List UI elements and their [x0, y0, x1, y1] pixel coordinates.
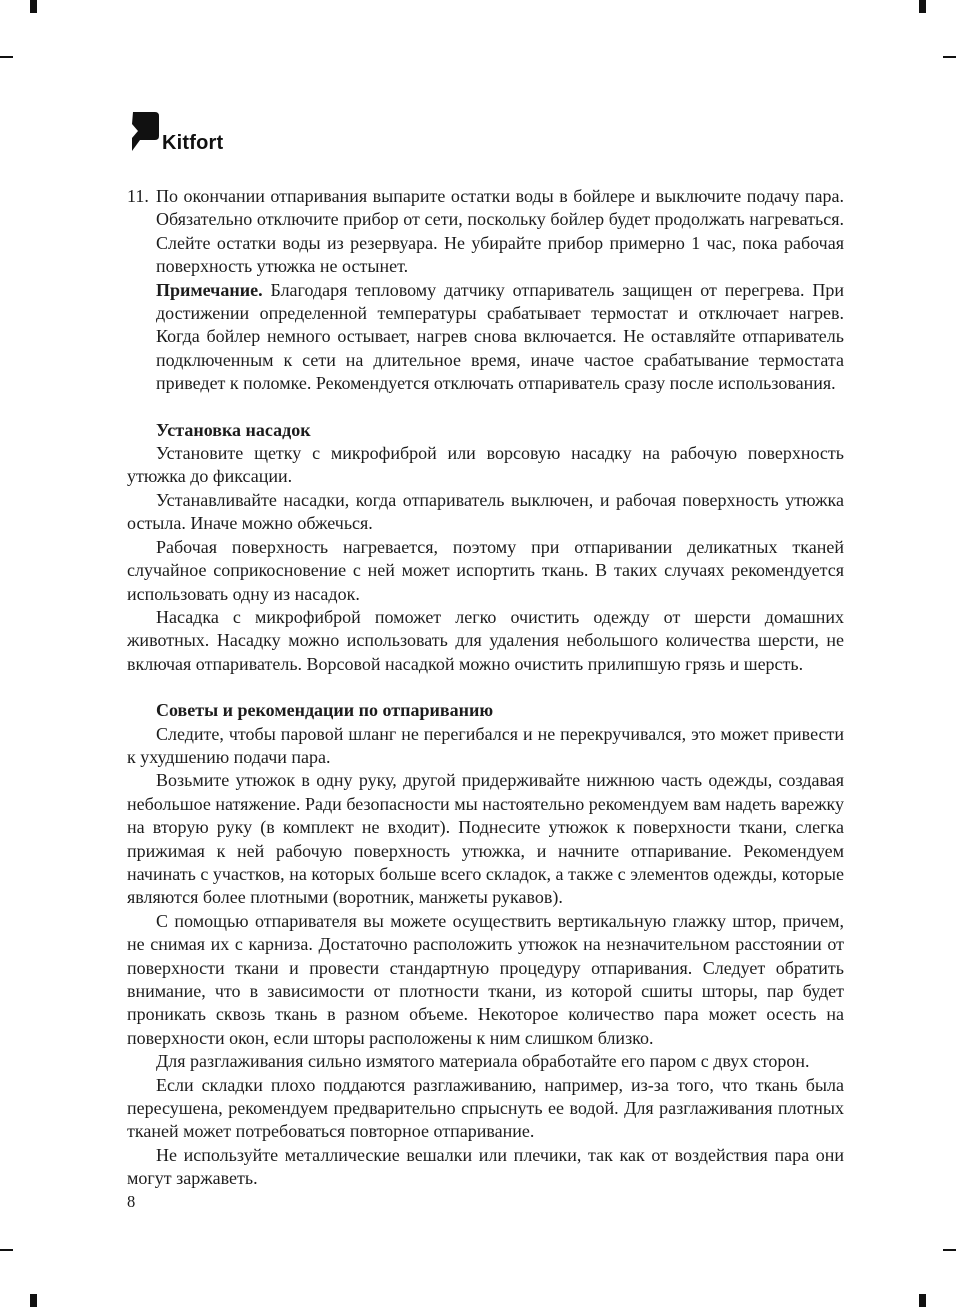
crop-mark [0, 1249, 13, 1251]
section-attachments [127, 419, 844, 676]
paragraph: Рабочая поверхность нагревается, поэтому при отпаривании деликатных тканей случайное соприкосновение с ней может испортить ткань. В таких случаях рекомендуется использовать одну из насадок. [127, 536, 844, 604]
crop-mark [0, 56, 13, 58]
note-label: Примечание. [156, 279, 263, 300]
paragraph: Если складки плохо поддаются разглаживанию, например, из-за того, что ткань была пересушена, рекомендуем предварительно спрыснуть ее водой. Для разглаживания плотных тканей может потребоваться повторное отпаривание. [127, 1074, 844, 1142]
paragraph: Следите, чтобы паровой шланг не перегибался и не перекручивался, это может привести к ухудшению подачи пара. [127, 723, 844, 767]
crop-mark [943, 1249, 956, 1251]
section-heading: Установка насадок [156, 419, 311, 440]
paragraph: Возьмите утюжок в одну руку, другой придерживайте нижнюю часть одежды, создавая небольшое натяжение. Ради безопасности мы настоятельно рекомендуем вам надеть варежку на вторую руку (в комплект не входит). Поднесите утюжок к поверхности ткани, слегка прижимая к ней рабочую поверхность утюжка, и начните отпаривание. Рекомендуем начинать с участков, на которых больше всего складок, а также с элементов одежды, которые являются более плотными (воротник, манжеты рукавов). [127, 770, 844, 908]
kitfort-logo-icon [127, 111, 160, 152]
crop-mark [943, 56, 956, 58]
page-content [127, 185, 844, 1191]
list-number: 11. [127, 186, 149, 206]
section-heading: Советы и рекомендации по отпариванию [156, 700, 494, 721]
brand-logo [127, 111, 223, 152]
paragraph: Установите щетку с микрофиброй или ворсовую насадку на рабочую поверхность утюжка до фиксации. [127, 443, 844, 487]
paragraph: Устанавливайте насадки, когда отпариватель выключен, и рабочая поверхность утюжка остыла. Иначе можно обжечься. [127, 489, 844, 534]
note-paragraph [156, 279, 844, 396]
crop-mark [919, 1294, 926, 1307]
page-number: 8 [127, 1192, 136, 1211]
brand-name: Kitfort [162, 132, 224, 154]
crop-mark [30, 0, 37, 13]
list-item-text: По окончании отпаривания выпарите остатки воды в бойлере и выключите подачу пара. Обязательно отключите прибор от сети, поскольку бойлер будет продолжать нагреваться. Слейте остатки воды из резервуара. Не убирайте прибор примерно 1 час, пока рабочая поверхность утюжка не остынет. [156, 186, 844, 277]
paragraph: С помощью отпаривателя вы можете осуществить вертикальную глажку штор, причем, не снимая их с карниза. Достаточно расположить утюжок на незначительном расстоянии от поверхности ткани и провести стандартную процедуру отпаривания. Следует обратить внимание, что в зависимости от плотности ткани, из которой сшиты шторы, пар будет проникать сквозь ткань в разном объеме. Некоторое количество пара может осесть на поверхности окон, если шторы расположены к ним слишком близко. [127, 910, 844, 1048]
crop-mark [30, 1294, 37, 1307]
section-steaming-tips [127, 699, 844, 1191]
paragraph: Насадка с микрофиброй поможет легко очистить одежду от шерсти домашних животных. Насадку можно использовать для удаления небольшого количества шерсти, не включая отпариватель. Ворсовой насадкой можно очистить прилипшую грязь и шерсть. [127, 606, 844, 674]
paragraph: Для разглаживания сильно измятого материала обработайте его паром с двух сторон. [156, 1051, 810, 1072]
paragraph: Не используйте металлические вешалки или плечики, так как от воздействия пара они могут заржаветь. [127, 1144, 844, 1189]
note-text: Благодаря тепловому датчику отпариватель защищен от перегрева. При достижении определенной температуры срабатывает термостат и отключает нагрев. Когда бойлер немного остывает, нагрев снова включается. Не оставляйте отпариватель подключенным к сети на длительное время, иначе частое срабатывание термостата приведет к поломке. Рекомендуется отключать отпариватель сразу после использования. [156, 279, 844, 394]
crop-mark [919, 0, 926, 13]
numbered-list-item [127, 185, 844, 396]
